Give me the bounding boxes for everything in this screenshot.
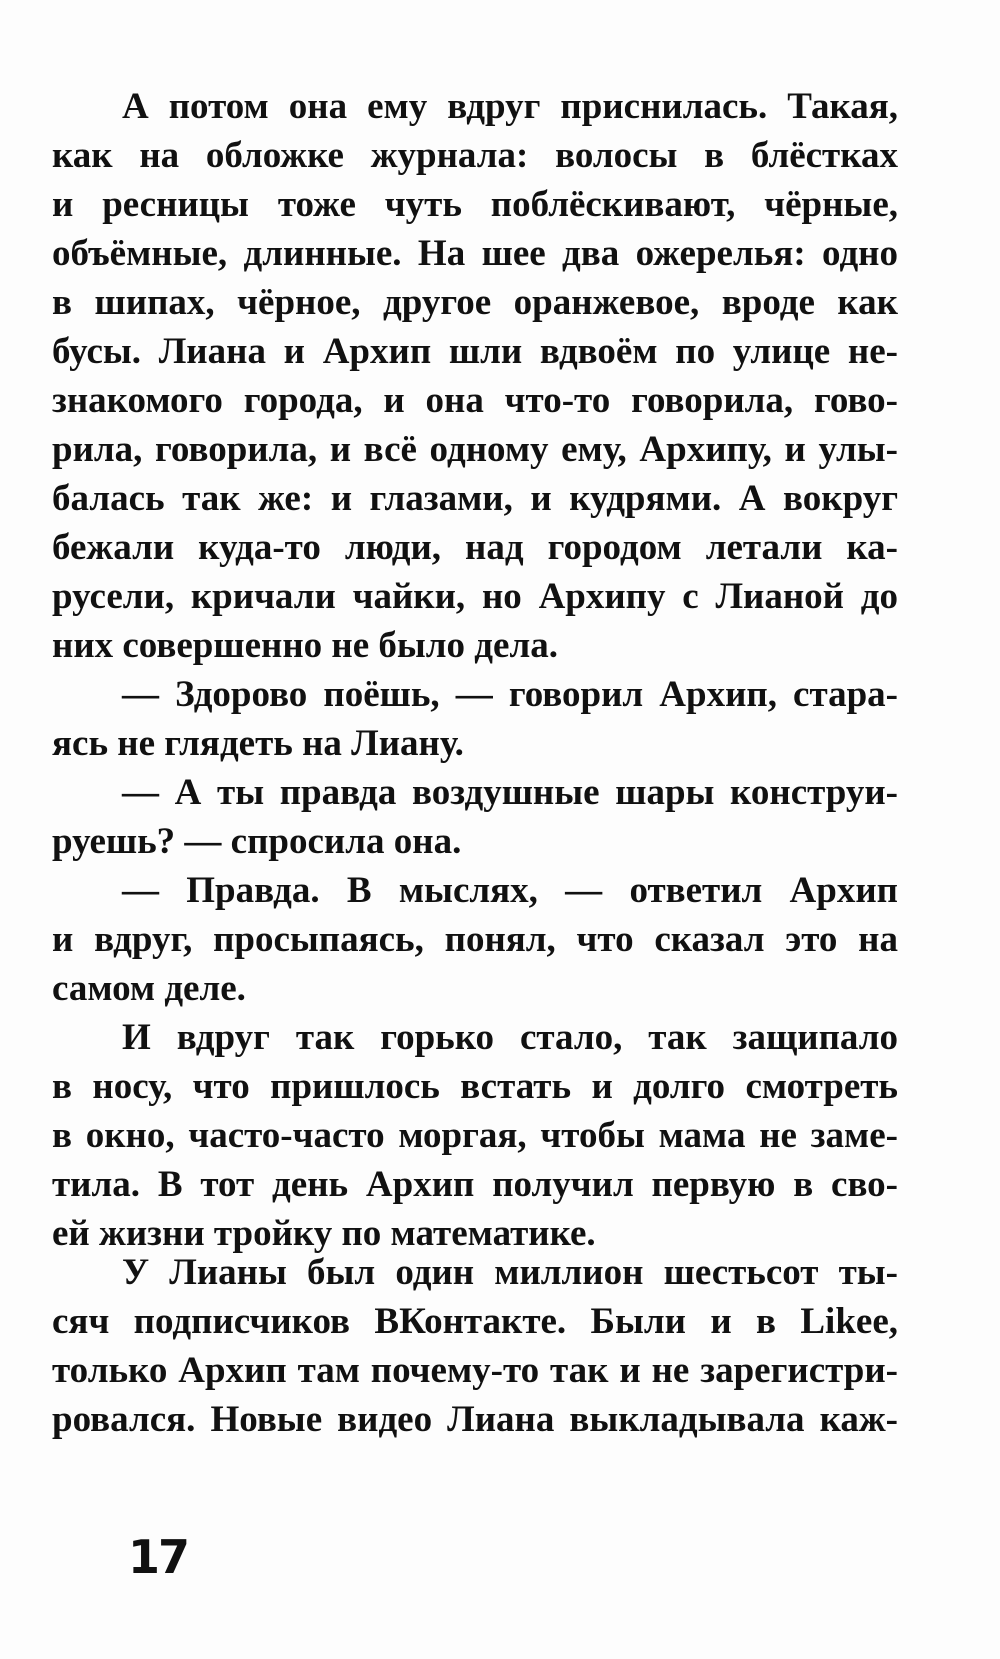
text-line: объёмные, длинные. На шее два ожерелья: одно (52, 233, 898, 274)
text-line: бежали куда-то люди, над городом летали ка- (52, 527, 898, 568)
text-line: бусы. Лиана и Архип шли вдвоём по улице не- (52, 331, 898, 372)
text-section-2 (52, 1248, 898, 1444)
text-line: А потом она ему вдруг приснилась. Такая, (122, 86, 898, 127)
text-line: и вдруг, просыпаясь, понял, что сказал это на (52, 919, 898, 960)
text-line: рила, говорила, и всё одному ему, Архипу, и улы- (52, 429, 898, 470)
text-line: балась так же: и глазами, и кудрями. А вокруг (52, 478, 898, 519)
text-line: И вдруг так горько стало, так защипало (122, 1017, 898, 1058)
text-line: — Здорово поёшь, — говорил Архип, стара- (122, 674, 898, 715)
text-line: в носу, что пришлось встать и долго смотреть (52, 1066, 898, 1107)
text-line: — Правда. В мыслях, — ответил Архип (122, 870, 898, 911)
text-line: них совершенно не было дела. (52, 625, 558, 666)
text-line: в шипах, чёрное, другое оранжевое, вроде как (52, 282, 898, 323)
text-line: как на обложке журнала: волосы в блёстках (52, 135, 898, 176)
text-line: русели, кричали чайки, но Архипу с Лианой до (52, 576, 898, 617)
text-line: — А ты правда воздушные шары конструи- (122, 772, 898, 813)
text-line: знакомого города, и она что-то говорила, гово- (52, 380, 898, 421)
text-line: ей жизни тройку по математике. (52, 1213, 596, 1254)
text-line: сяч подписчиков ВКонтакте. Были и в Likee, (52, 1301, 898, 1342)
text-line: тила. В тот день Архип получил первую в сво- (52, 1164, 898, 1205)
text-line: в окно, часто-часто моргая, чтобы мама не заме- (52, 1115, 898, 1156)
text-line: руешь? — спросила она. (52, 821, 462, 862)
text-line: ровался. Новые видео Лиана выкладывала каж- (52, 1399, 898, 1440)
text-line: только Архип там почему-то так и не зарегистри- (52, 1350, 898, 1391)
text-line: У Лианы был один миллион шестьсот ты- (122, 1252, 898, 1293)
text-line: и ресницы тоже чуть поблёскивают, чёрные, (52, 184, 898, 225)
text-section-1 (52, 82, 898, 1258)
page-number: 17 (128, 1530, 189, 1584)
text-line: ясь не глядеть на Лиану. (52, 723, 464, 764)
text-line: самом деле. (52, 968, 246, 1009)
